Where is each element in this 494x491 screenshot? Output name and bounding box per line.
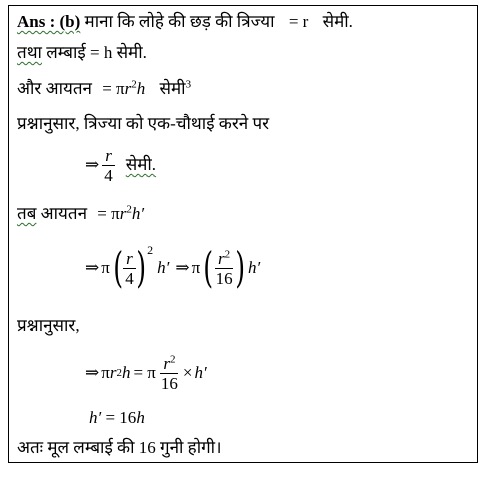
line7-num2-exp: 2: [224, 247, 231, 260]
line3-eq: = π: [102, 79, 125, 98]
line3-h: h: [136, 79, 146, 98]
line9-den: 16: [160, 373, 178, 393]
line2-text: लम्बाई = h सेमी.: [46, 43, 147, 62]
line5-den: 4: [104, 165, 113, 185]
line7-den2: 16: [215, 268, 233, 288]
line3-unit: सेमी: [159, 79, 186, 98]
solution-line-3: [17, 79, 191, 99]
line7-paren2-close: ): [234, 243, 245, 292]
line1-unit: सेमी.: [322, 12, 353, 31]
solution-line-6: [17, 204, 144, 224]
line9-lhs-r: r: [109, 363, 117, 382]
line6-text: आयतन: [40, 204, 88, 223]
line11-text: अतः मूल लम्बाई की 16 गुनी होगी।: [17, 438, 222, 457]
line7-fraction-1: [122, 249, 137, 288]
solution-line-5: [85, 142, 156, 188]
line7-num2-wrap: [215, 249, 233, 269]
line9-fraction: [158, 354, 181, 393]
line9-eq: = π: [133, 363, 156, 382]
solution-line-2: [17, 43, 147, 63]
line7-arrow2: ⇒: [175, 258, 190, 277]
line3-exp: 2: [131, 78, 137, 91]
line7-exp: 2: [147, 243, 154, 257]
line5-unit: सेमी.: [125, 155, 157, 174]
solution-line-11: [17, 438, 222, 458]
line5-arrow: ⇒: [85, 155, 100, 174]
line4-text: प्रश्नानुसार, त्रिज्या को एक-चौथाई करने पर: [17, 114, 270, 133]
line6-word: तब: [17, 204, 37, 223]
line7-fraction-2: [213, 249, 236, 288]
line7-paren-close: ): [136, 243, 146, 292]
solution-line-9: ⇒ π r 2 h = π $\frac{r^2}{16}$ × h′: [85, 352, 207, 393]
solution-line-10: [89, 408, 145, 428]
line7-h1: h′: [157, 258, 170, 277]
solution-line-4: [17, 114, 269, 134]
line6-r: r: [119, 204, 127, 223]
line7-arrow: ⇒: [85, 258, 100, 277]
line7-paren-open: (: [113, 243, 123, 292]
line7-h2: h′: [247, 258, 261, 277]
solution-line-7: [85, 238, 260, 298]
line9-times: ×: [182, 363, 193, 382]
line10-eq: = 16: [105, 408, 137, 427]
line5-fraction: [101, 146, 116, 185]
answer-label: Ans : (b): [17, 12, 81, 31]
line9-num: r: [163, 353, 170, 373]
line6-exp: 2: [126, 203, 132, 216]
line7-den1: 4: [125, 268, 134, 288]
line7-num2: r: [218, 248, 225, 268]
line1-text: माना कि लोहे की छड़ की त्रिज्या: [84, 12, 275, 31]
line9-num-exp: 2: [169, 352, 176, 365]
line9-lhs-h: h: [121, 363, 131, 382]
line9-h: h′: [194, 363, 207, 382]
line5-num: r: [102, 146, 115, 166]
line9-num-wrap: [160, 354, 178, 374]
line7-num1: r: [123, 249, 136, 269]
line7-pi2: π: [191, 258, 201, 277]
line3-r: r: [124, 79, 132, 98]
line6-h: h′: [131, 204, 145, 223]
line1-eq: = r: [288, 12, 309, 31]
line7-paren2-open: (: [203, 243, 214, 292]
line2-word: तथा: [17, 43, 42, 62]
line7-pi: π: [101, 258, 110, 277]
line6-eq: = π: [97, 204, 120, 223]
solution-box: [8, 5, 478, 463]
line9-lhs-pi: π: [101, 363, 110, 382]
line3-text: और आयतन: [17, 79, 92, 98]
solution-line-1: [17, 12, 353, 32]
line9-arrow: ⇒: [85, 363, 100, 382]
line10-lhs: h′: [89, 408, 102, 427]
line8-text: प्रश्नानुसार,: [17, 316, 80, 335]
line10-rhs: h: [136, 408, 145, 427]
line3-unit-exp: 3: [185, 78, 192, 91]
solution-line-8: [17, 316, 80, 336]
